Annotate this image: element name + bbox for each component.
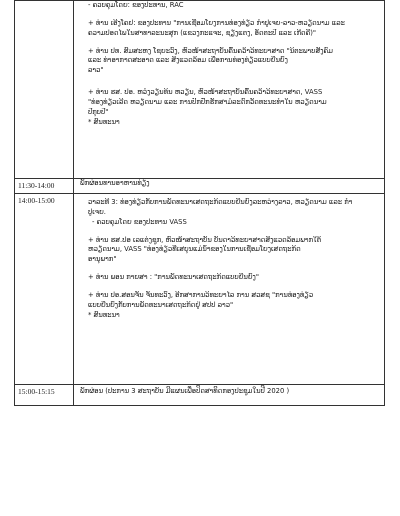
speaker-line: ຄວາມປອດໄພໃນສາທາລະນະສຸກ (ແຂວງກະແຈະ, ຊຽງແຕງ, ອັດຕະປື ແລະ ເກີດຄື)" [88,28,317,37]
agenda-row-break [15,385,385,406]
time-cell: 15:00-15:15 [15,385,74,406]
speaker-line: ລາວ" [88,66,104,75]
agenda-table [14,0,385,406]
time-cell-empty [15,1,74,179]
moderator-line: - ຄວບຄຸມໂດຍ: ຂອງປະທານ, RAC [88,1,184,9]
break-line: ພັກຜ່ອນ (ປະການ 3 ສະຖາບັນ ມີແຜນເພື່ອປິດສາທິດກອງປະຊຸມໃນປີ 2020 ) [80,387,290,395]
session-title: ວາລະທີ 3: ທ່ອງທ່ຽວກັບການພັດທະນາເສດຖະກິດແບບຍືນຍົງລະຫວ່າງລາວ, ຫວຽດນາມ ແລະ ກຳ [88,198,353,206]
speaker-line: + ທ່ານ ປອ.ສອນຈັນ ຈັນທະວົງ, ອີກສາການວິທະຍາໄລ ການ ສວສຊ "ການທ່ອງທ່ຽວ [88,290,314,299]
speaker-line: ປີກຸບປີ" [88,107,109,116]
speaker-line: + ທ່ານ ເອີງໂຄຢ: ຂອງປະທານ "ການເຊື່ອມໂຍງການທ່ອງທ່ຽວ ກຳປູເຈຍ-ລາວ-ຫວຽດນາມ ແລະ [88,18,345,27]
speaker-line: + ທ່ານ ຮສ.ປອ ເລແຕ່ງຊຸກ, ຫົວໜ້າສະຖາບັນ ບັນດາວິທະຍາສາດສິ່ງແວດລ້ອມພາກໃຕ້ [88,235,322,244]
break-text [74,385,385,406]
speaker-line: + ທ່ານ ຮສ. ປອ. ຫວໍງວຽນທິນ ຫວຽນ, ຫົວໜ້າສະຖາບັນຄົ້ນຄວ້າວິທະຍາສາດ, VASS [88,88,323,97]
speaker-line: + ທ່ານ ປທ. ສົມສະຫງ ໂຊຍະວົງ, ຫົວໜ້າສະຖາບັນຄົ້ນຄວ້າວິທະຍາສາດ "ນິຕະພາບສັງຄົມ [88,46,333,55]
session-title: ປູເຈຍ. [88,207,106,216]
speaker-line: ຫວຽດນາມ, VASS "ທ່ອງທ່ຽວທີ່ເສຍຸນແມ່ນ້ຳຂອງໃນການເຊື່ອມໂຍງເສດຖະກິດ [88,245,301,254]
speaker-line: "ທ່ອງທ່ຽວເລີດ ຫວຽດນາມ ແລະ ການປົກປັກຮັກສາມໍລະດົກວັດທະນະທຳໃນ ຫວຽດນາມ [88,97,327,106]
speaker-line: ແບບຍືນຍົງກັບການພັດທະນາເສດຖະກິດຢູ່ ສປປ ລາວ" [88,300,234,309]
agenda-row-continued [15,1,385,179]
discussion-line: * ສົນທະນາ [88,310,120,319]
agenda-row-session-3 [15,194,385,385]
time-cell: 14:00-15:00 [15,194,74,385]
speaker-line: ອານຸພາກ" [88,255,117,264]
lunch-break-text [74,179,385,194]
discussion-line: * ສົນທະນາ [88,117,120,126]
time-cell: 11:30-14:00 [15,179,74,194]
speaker-line: + ທ່ານ ພອນ ກາຍສາ : "ການພັດທະນາເສດຖະກິດແບບຍືນຍົງ" [88,273,259,282]
session-content [74,194,385,385]
speaker-line: ແລະ ທ່າອາກາດສະອາດ ແລະ ສິ່ງແວດລ້ອມ ເພື່ອການທ່ອງທ່ຽວແບບຍືນຍົງ [88,56,288,65]
lunch-line: ພັກຜ່ອນທານອາຫານທ່ຽງ [80,179,150,187]
moderator-line: - ຄວບຄຸມໂດຍ ຂອງປະທານ VASS [92,217,187,226]
session-content [74,1,385,179]
agenda-row-lunch [15,179,385,194]
